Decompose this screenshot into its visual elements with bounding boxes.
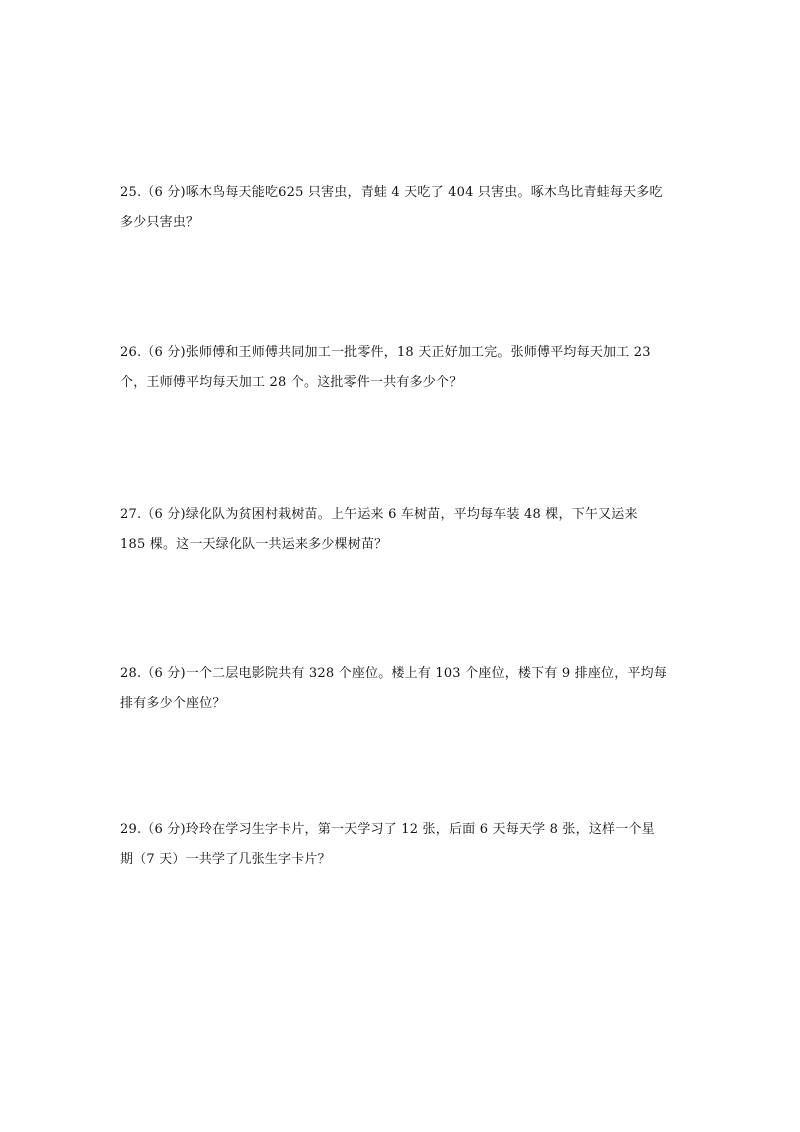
question-28 xyxy=(120,659,680,719)
question-26-line-2: 个，王师傅平均每天加工 28 个。这批零件一共有多少个？ xyxy=(120,375,463,390)
question-27-line-2: 185 棵。这一天绿化队一共运来多少棵树苗？ xyxy=(120,537,388,552)
question-27 xyxy=(120,500,680,560)
question-25-line-2: 多少只害虫？ xyxy=(120,215,200,230)
question-29-line-1: 29.（6 分)玲玲在学习生字卡片，第一天学习了 12 张，后面 6 天每天学 8 张，这样一个星 xyxy=(120,822,655,837)
question-29-line-2: 期（7 天）一共学了几张生字卡片？ xyxy=(120,852,331,867)
question-29 xyxy=(120,815,680,875)
question-25-line-1: 25.（6 分)啄木鸟每天能吃625 只害虫，青蛙 4 天吃了 404 只害虫。啄木鸟比青蛙每天多吃 xyxy=(120,185,663,200)
question-28-line-1: 28.（6 分)一个二层电影院共有 328 个座位。楼上有 103 个座位，楼下有 9 排座位，平均每 xyxy=(120,666,668,681)
question-28-line-2: 排有多少个座位？ xyxy=(120,696,226,711)
question-26 xyxy=(120,338,680,398)
question-25 xyxy=(120,178,680,238)
question-27-line-1: 27.（6 分)绿化队为贫困村栽树苗。上午运来 6 车树苗，平均每车装 48 棵，下午又运来 xyxy=(120,507,638,522)
question-26-line-1: 26.（6 分)张师傅和王师傅共同加工一批零件，18 天正好加工完。张师傅平均每天加工 23 xyxy=(120,345,651,360)
